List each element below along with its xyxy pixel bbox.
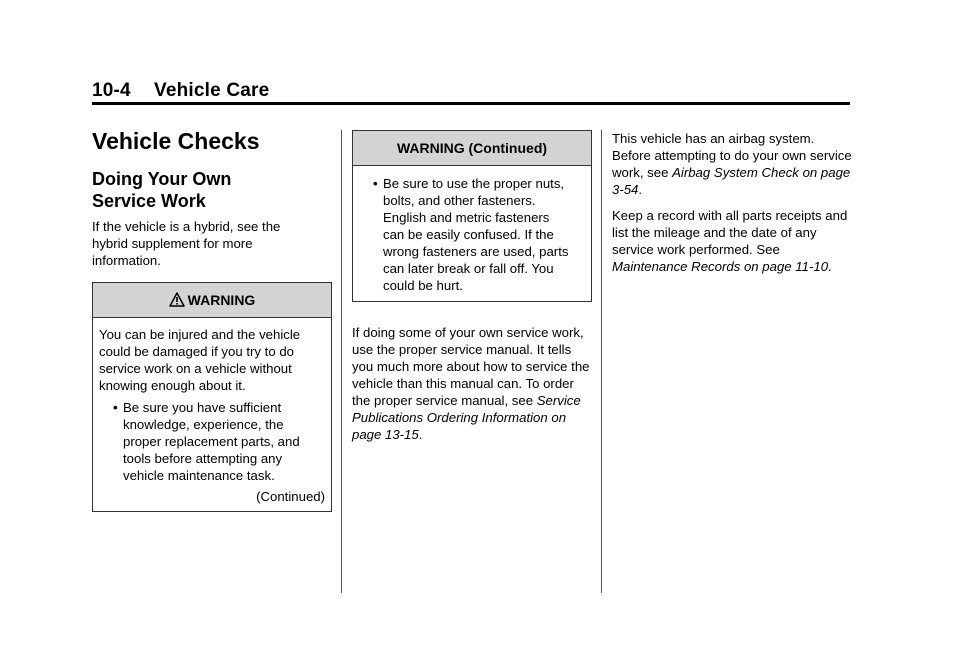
warning-text: You can be injured and the vehicle could be damaged if you try to do service work on a vehicle without knowing enough about it. [99, 327, 301, 393]
warning-label: WARNING [187, 292, 256, 308]
hybrid-note: If the vehicle is a hybrid, see the hybrid supplement for more information. [92, 219, 281, 268]
section-heading-line2: Service Work [92, 191, 206, 211]
warning-box [92, 282, 332, 512]
service-manual-text: If doing some of your own service work, use the proper service manual. It tells you much more about how to service the vehicle than this manual can. To order the proper service manual, see [352, 325, 590, 408]
airbag-system-check-link[interactable]: Airbag System Check on page 3-54 [612, 165, 851, 197]
column-divider-right [601, 130, 602, 593]
records-text: Keep a record with all parts receipts and list the mileage and the date of any service work performed. See [612, 208, 848, 257]
records-paragraph [612, 207, 852, 275]
bullet-text: Be sure you have sufficient knowledge, experience, the proper replacement parts, and tools before attempting any vehicle maintenance task. [123, 400, 300, 483]
warning-bullet [99, 399, 325, 484]
section-heading [92, 168, 332, 212]
warning-box-continued [352, 130, 592, 302]
page-title: Vehicle Checks [92, 128, 260, 154]
bullet-icon: • [113, 400, 118, 415]
service-manual-paragraph [352, 324, 592, 443]
warning-header-continued: WARNING (Continued) [353, 131, 591, 166]
column-divider-left [341, 130, 342, 593]
airbag-paragraph [612, 130, 852, 198]
bullet-icon: • [373, 176, 378, 191]
header-rule [92, 102, 850, 105]
section-heading-line1: Doing Your Own [92, 169, 232, 189]
airbag-text: This vehicle has an airbag system. Before attempting to do your own service work, see [612, 131, 852, 180]
page-header [92, 80, 269, 102]
section-title: Vehicle Care [154, 80, 270, 101]
column-3 [612, 130, 852, 284]
period: . [418, 427, 423, 442]
page-number: 10-4 [92, 80, 131, 101]
bullet-text: Be sure to use the proper nuts, bolts, and other fasteners. English and metric fasteners can be easily confused. If the wrong fasteners are used, parts can later break or fall off. You could be hurt. [383, 176, 569, 293]
maintenance-records-link[interactable]: Maintenance Records on page 11-10 [612, 259, 829, 274]
warning-bullet [359, 175, 585, 294]
column-1 [92, 128, 332, 512]
continued-label: (Continued) [256, 489, 325, 504]
service-publications-link[interactable]: Service Publications Ordering Information on page 13-15 [352, 393, 581, 442]
period: . [638, 182, 643, 197]
period: . [828, 259, 832, 274]
warning-body [93, 318, 331, 511]
column-2 [352, 130, 592, 443]
warning-triangle-icon [169, 292, 185, 307]
warning-body-continued [353, 166, 591, 301]
warning-header [93, 283, 331, 318]
